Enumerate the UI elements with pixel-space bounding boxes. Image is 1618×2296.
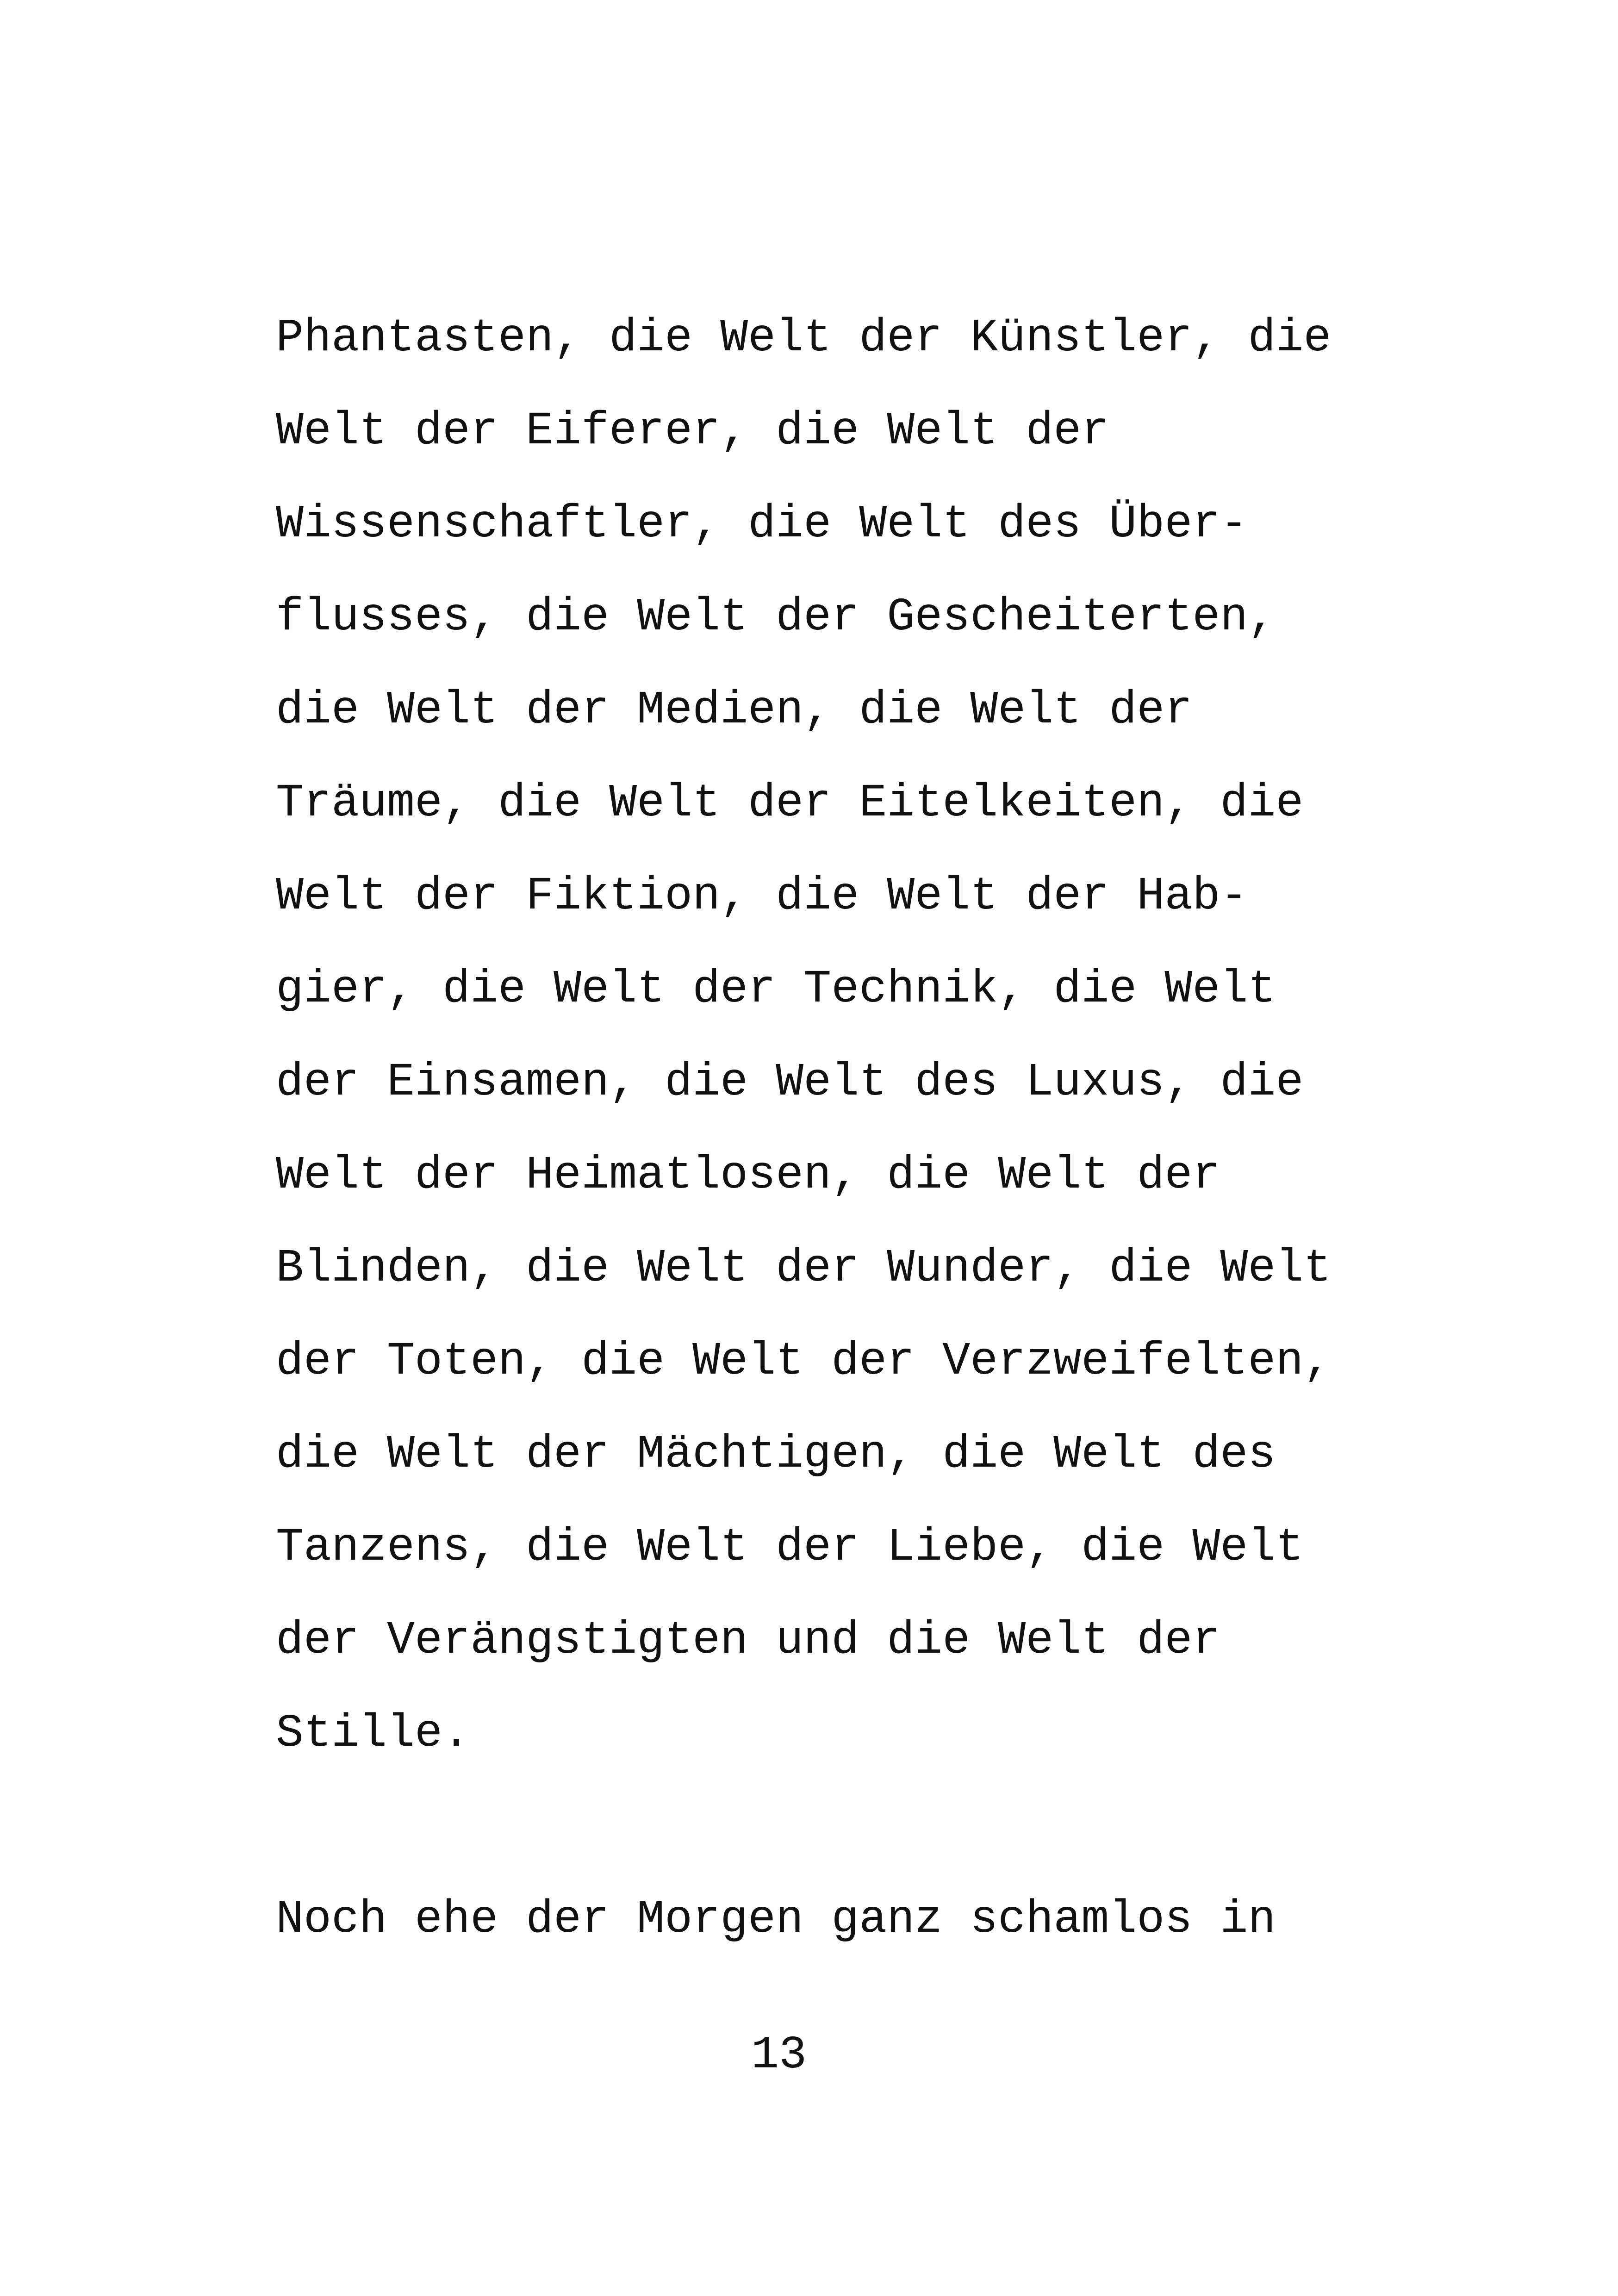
text-line: Wissenschaftler, die Welt des Über- bbox=[276, 498, 1248, 551]
text-line: Blinden, die Welt der Wunder, die Welt bbox=[276, 1243, 1332, 1295]
text-line: Tanzens, die Welt der Liebe, die Welt bbox=[276, 1522, 1304, 1574]
text-line: Welt der Eiferer, die Welt der bbox=[276, 405, 1109, 458]
text-line: der Toten, die Welt der Verzweifelten, bbox=[276, 1336, 1332, 1388]
text-line: gier, die Welt der Technik, die Welt bbox=[276, 964, 1276, 1016]
text-line: Stille. bbox=[276, 1708, 471, 1760]
text-line: Phantasten, die Welt der Künstler, die bbox=[276, 312, 1332, 365]
text-line: Welt der Fiktion, die Welt der Hab- bbox=[276, 871, 1248, 923]
text-line: Träume, die Welt der Eitelkeiten, die bbox=[276, 778, 1304, 830]
text-line: flusses, die Welt der Gescheiterten, bbox=[276, 591, 1276, 644]
text-line: Noch ehe der Morgen ganz schamlos in bbox=[276, 1894, 1276, 1946]
text-line: der Verängstigten und die Welt der bbox=[276, 1615, 1220, 1667]
page-number: 13 bbox=[751, 2029, 807, 2082]
text-line: Welt der Heimatlosen, die Welt der bbox=[276, 1150, 1220, 1202]
text-line: die Welt der Mächtigen, die Welt des bbox=[276, 1429, 1276, 1481]
text-line: die Welt der Medien, die Welt der bbox=[276, 684, 1193, 737]
text-line: der Einsamen, die Welt des Luxus, die bbox=[276, 1057, 1304, 1109]
